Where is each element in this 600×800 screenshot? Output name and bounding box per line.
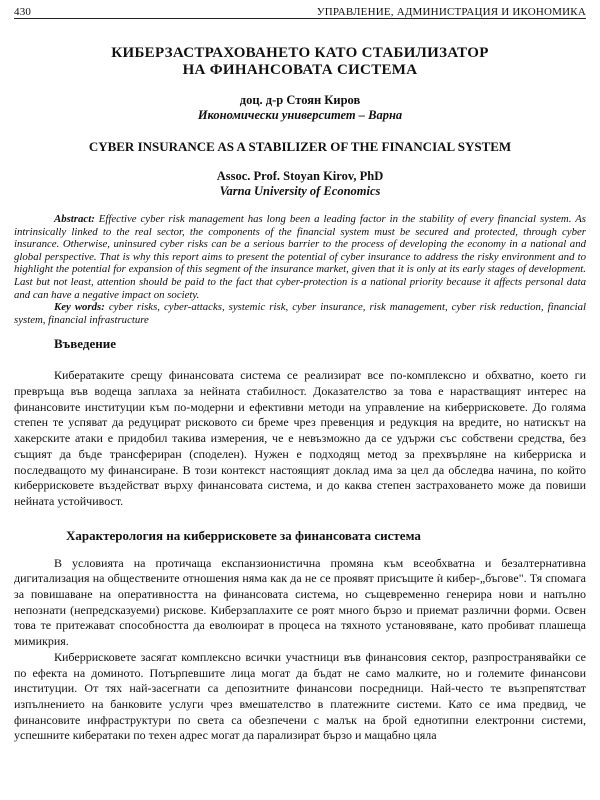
keywords	[14, 301, 586, 326]
affiliation-english: Varna University of Economics	[219, 184, 381, 198]
running-header	[14, 0, 586, 19]
keywords-label: Key words:	[54, 301, 105, 314]
keywords-text: cyber risks, cyber-attacks, systemic risk, cyber insurance, risk management, cyber risk reduction, financial system, financial infrastructure	[14, 301, 587, 326]
title-block	[14, 45, 586, 199]
title-bulgarian	[14, 45, 586, 79]
title-bg-line2: НА ФИНАНСОВАТА СИСТЕМА	[182, 62, 418, 78]
title-english: CYBER INSURANCE AS A STABILIZER OF THE FINANCIAL SYSTEM	[88, 139, 512, 154]
section-heading-introduction: Въведение	[54, 336, 116, 352]
author-english: Assoc. Prof. Stoyan Kirov, PhD	[216, 169, 384, 183]
page-number: 430	[14, 6, 32, 18]
title-bg-line1: КИБЕРЗАСТРАХОВАНЕТО КАТО СТАБИЛИЗАТОР	[111, 45, 489, 61]
journal-title: УПРАВЛЕНИЕ, АДМИНИСТРАЦИЯ И ИКОНОМИКА	[316, 6, 586, 18]
abstract-text: Effective cyber risk management has long been a leading factor in the stability of every financial system. As intrinsically linked to the real sector, the components of the financial system must be secured and protected, through cyber insurance. Otherwise, uninsured cyber risks can be a serious barrier to the process of developing the economy in a national and global perspective. That is why this report aims to present the potential of cyber insurance to address the risky environment and to highlight the potential for expansion of this segment of the insurance market, given that it is only at its early stages of development. Last but not least, attention should be paid to the fact that cyber-protection is a national priority because it affects personal data and can have a negative impact on society.	[14, 213, 586, 301]
author-bulgarian: доц. д-р Стоян Киров	[239, 93, 361, 107]
body-paragraph-1: В условията на протичаща експанзионистична промяна към всеобхватна и безалтернативна дигитализация на обществените отношения няма как да не се проявят присъщите ѝ кибер-„бъгове". Тя спомага за повишаване на оперативността на финансовата система, но същевременно генерира нови и напълно непознати (непредсказуеми) рискове. Киберзаплахите се роят много бързо и приемат различни форми. Освен това те притежават способността да еволюират в процеса на тяхното установяване, като пробиват плашеща мимикрия.	[14, 555, 586, 649]
abstract	[14, 213, 586, 301]
section-heading-characterology: Характерология на киберрисковете за финансовата система	[66, 527, 421, 543]
body-paragraph-2: Киберрисковете засягат комплексно всички участници във финансовия сектор, разпространявайки се по ефекта на доминото. Потърпевшите лица могат да бъдат не само малките, но и големите финансови институции. От тях най-засегнати са депозитните финансови посредници. Най-често те възпрепятстват изпълнението на банковите услуги чрез вмешателство в платежните системи. Като се има предвид, че финансовите инфраструктури по света са обезпечени с малък на брой еднотипни електронни системи, успешните кибератаки по техен адрес могат да парализират бързо и мащабно цяла	[14, 649, 586, 743]
affiliation-bulgarian: Икономически университет – Варна	[197, 108, 403, 122]
introduction-paragraph: Кибератаките срещу финансовата система се реализират все по-комплексно и обхватно, което ги превръща във водеща заплаха за нейната стабилност. Доказателство за това е нарастващият интерес на финансовите институции към по-модерни и ефективни методи на управление на киберрисковете. До голяма степен те успяват да редуцират рисковото си бреме чрез превенция и редукция на вредите, но натискът на хакерските атаки е придобил такива измерения, че е невъзможно да се удържи със собствени средства, без същият да бъде трансфериран (споделен). Нужен е подходящ метод за прехвърляне на киберриска и последващото му финансиране. В този контекст настоящият доклад има за цел да обследва начина, по който киберрисковете въздействат върху финансовата система, и до каква степен застраховането може да повиши нейната устойчивост.	[14, 368, 586, 508]
abstract-label: Abstract:	[54, 213, 95, 225]
